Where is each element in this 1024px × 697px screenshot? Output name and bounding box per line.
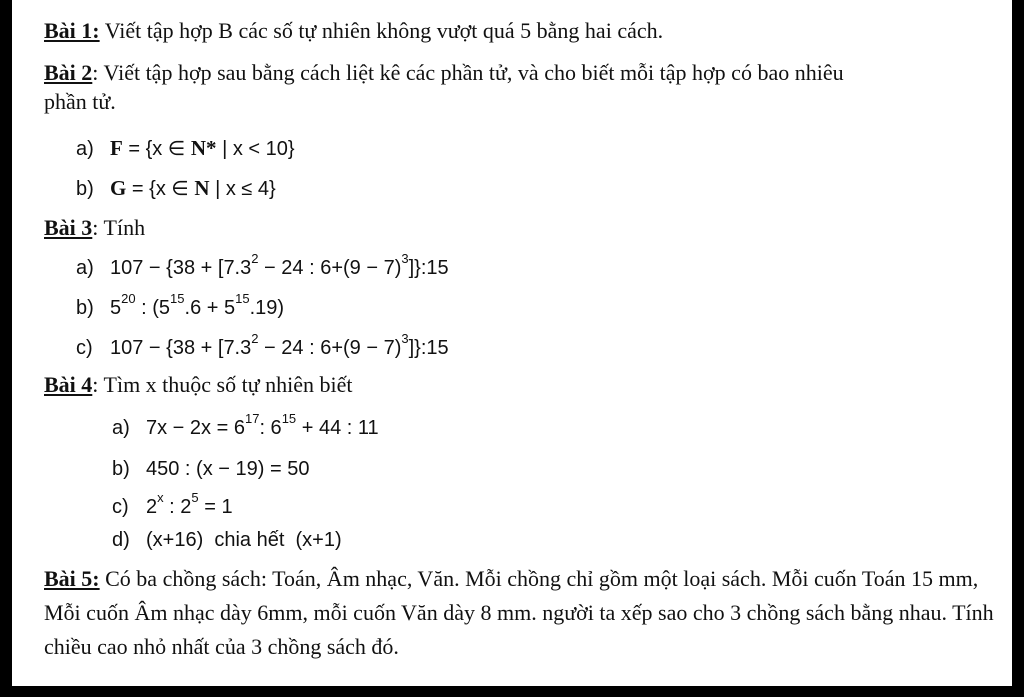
exercise-4c (112, 490, 233, 520)
math-text: ]}:15 (408, 257, 449, 279)
exercise-5 (44, 562, 999, 664)
exercise-4a (112, 411, 379, 441)
exercise-1-text: Viết tập hợp B các số tự nhiên không vượt quá 5 bằng hai cách. (99, 18, 664, 43)
exercise-1 (44, 18, 663, 44)
exponent: 17 (244, 411, 260, 427)
exercise-2b (76, 175, 276, 202)
exponent: 3 (401, 251, 409, 267)
item-label: a) (112, 417, 130, 439)
math-text: 2 (146, 496, 158, 518)
exercise-4-heading: Bài 4 (44, 372, 93, 397)
item-label: a) (76, 138, 94, 160)
item-label: c) (76, 337, 93, 359)
math-text: .19) (249, 297, 285, 319)
exponent: 15 (170, 291, 185, 307)
set-symbol: N* (190, 136, 217, 160)
math-text: 107 − {38 + [7.3 (110, 337, 252, 359)
exponent: 2 (251, 331, 259, 347)
math-text: : 2 (163, 496, 192, 518)
document-page (12, 0, 1012, 686)
exponent: 15 (281, 411, 297, 427)
exercise-2-heading: Bài 2 (44, 60, 93, 85)
math-text: | x < 10} (216, 138, 295, 160)
math-text: : 6 (259, 417, 282, 439)
exercise-3a (76, 251, 449, 281)
item-label: b) (112, 458, 130, 480)
set-symbol: N (194, 176, 210, 200)
exercise-2a (76, 135, 295, 162)
exponent: 3 (401, 331, 409, 347)
exercise-2-text-cont: phần tử. (44, 89, 116, 114)
math-text: : (5 (135, 297, 171, 319)
math-text: ]}:15 (408, 337, 449, 359)
math-text: 450 : (x − 19) = 50 (146, 458, 310, 480)
math-text: − 24 : 6+(9 − 7) (258, 337, 402, 359)
exercise-1-heading: Bài 1: (44, 18, 100, 43)
exercise-4d (112, 527, 342, 553)
item-label: c) (112, 496, 129, 518)
exercise-2-text: : Viết tập hợp sau bằng cách liệt kê các phần tử, và cho biết mỗi tập hợp có bao nhiêu (92, 60, 844, 85)
math-text: − 24 : 6+(9 − 7) (258, 257, 402, 279)
math-text: (x+16) chia hết (x+1) (146, 529, 342, 551)
exercise-4b (112, 456, 309, 482)
exercise-3c (76, 331, 449, 361)
exponent: 20 (121, 291, 136, 307)
item-label: a) (76, 257, 94, 279)
exponent: 15 (235, 291, 250, 307)
math-text: | x ≤ 4} (209, 178, 276, 200)
exercise-4 (44, 372, 353, 398)
math-text: + 44 : 11 (296, 417, 379, 439)
item-label: b) (76, 297, 94, 319)
math-text: 7x − 2x = 6 (146, 417, 245, 439)
math-text: 107 − {38 + [7.3 (110, 257, 252, 279)
exercise-5-heading: Bài 5: (44, 566, 100, 591)
exercise-3b (76, 291, 285, 321)
exponent: 5 (191, 490, 199, 506)
exponent: 2 (251, 251, 259, 267)
exponent: x (157, 490, 164, 506)
exercise-3-heading: Bài 3 (44, 215, 93, 240)
set-name: F (110, 136, 123, 160)
math-text: .6 + 5 (184, 297, 236, 319)
exercise-3-text: : Tính (92, 215, 146, 240)
item-label: d) (112, 529, 130, 551)
exercise-3 (44, 215, 145, 241)
exercise-5-text: Có ba chồng sách: Toán, Âm nhạc, Văn. Mỗi chồng chỉ gồm một loại sách. Mỗi cuốn Toán 15 mm, Mỗi cuốn Âm nhạc dày 6mm, mỗi cuốn Văn dày 8 mm. người ta xếp sao cho 3 chồng sách bằng nhau. Tính chiều cao nhỏ nhất của 3 chồng sách đó. (44, 566, 994, 659)
math-text: = 1 (198, 496, 233, 518)
math-text: = {x ∈ (126, 178, 195, 200)
set-name: G (110, 176, 127, 200)
exercise-4-text: : Tìm x thuộc số tự nhiên biết (92, 372, 353, 397)
exercise-2 (44, 60, 844, 86)
math-text: = {x ∈ (122, 138, 191, 160)
item-label: b) (76, 178, 94, 200)
math-text: 5 (110, 297, 122, 319)
